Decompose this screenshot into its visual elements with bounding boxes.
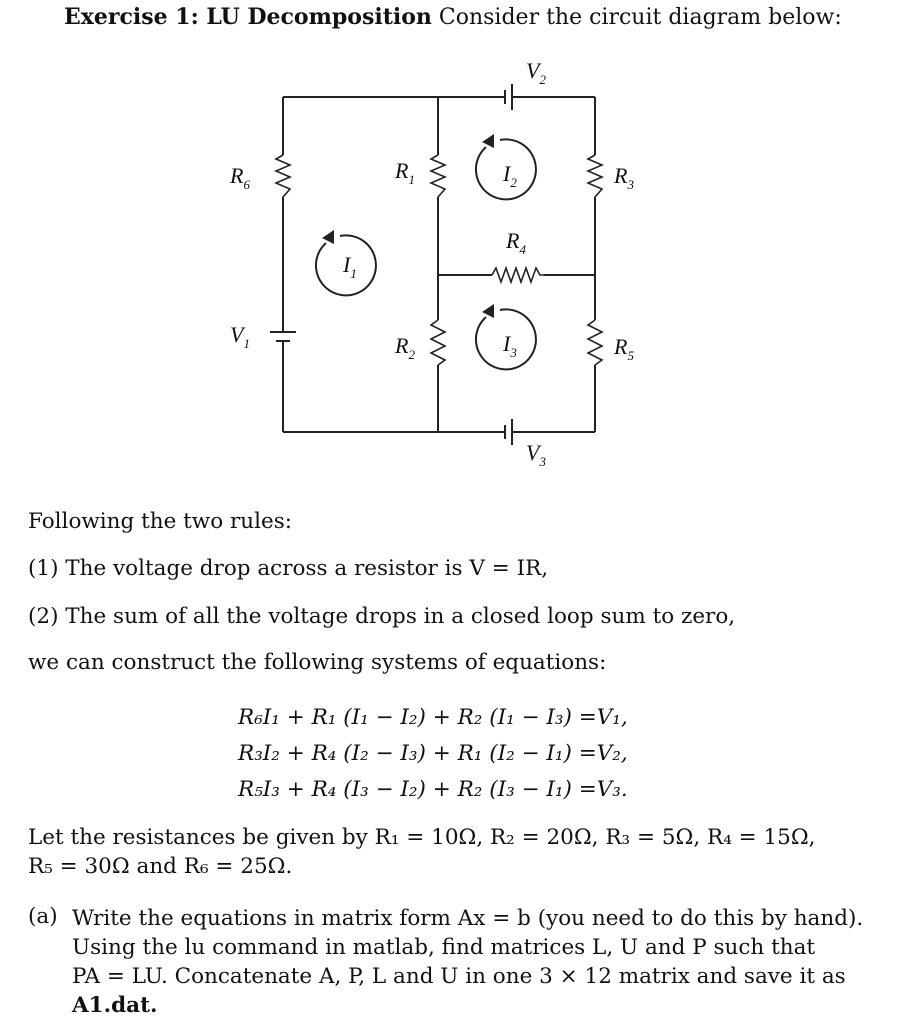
battery-v3 [505,419,518,445]
part-a-text [72,904,872,1020]
label-r5: $R_5$ [614,334,634,363]
resistance-line-2: R₅ = 30Ω and R₆ = 25Ω. [28,854,293,879]
circuit-diagram [0,0,917,500]
resistor-r2 [431,320,445,365]
equation-3: R₅I₃ + R₄ (I₃ − I₂) + R₂ (I₃ − I₁) =V₃. [238,777,628,802]
resistor-r1 [431,155,445,197]
rule-2: (2) The sum of all the voltage drops in a closed loop sum to zero, [28,604,736,629]
label-i3: $I_3$ [503,331,517,360]
label-r1: $R_1$ [395,158,415,187]
part-a-label: (a) [28,904,58,929]
label-v1: $V_1$ [230,322,250,351]
equation-2: R₃I₂ + R₄ (I₂ − I₃) + R₁ (I₂ − I₁) =V₂, [238,741,628,766]
label-v2: $V_2$ [526,58,546,87]
label-i1: $I_1$ [343,252,357,281]
arrow-i2-icon [482,134,494,148]
exercise-heading: Exercise 1: LU Decomposition [64,4,432,30]
label-r6: $R_6$ [230,163,250,192]
label-r4: $R_4$ [506,228,526,257]
exercise-subtitle: Consider the circuit diagram below: [438,5,842,30]
resistor-r5 [588,320,602,365]
resistance-line-1: Let the resistances be given by R₁ = 10Ω, R₂ = 20Ω, R₃ = 5Ω, R₄ = 15Ω, [28,825,816,850]
resistor-r3 [588,155,602,197]
equation-system [238,700,628,808]
battery-v2 [505,84,518,110]
following-text: Following the two rules: [28,509,292,534]
arrow-i3-icon [482,304,494,318]
part-a-line-1: Write the equations in matrix form Ax = b (you need to do this by hand). [72,906,864,931]
label-i2: $I_2$ [503,161,517,190]
rule-1: (1) The voltage drop across a resistor is V = IR, [28,556,549,581]
part-a-line-4: A1.dat. [72,993,158,1018]
label-r3: $R_3$ [614,163,634,192]
resistor-r4 [492,268,544,282]
arrow-i1-icon [322,230,334,244]
equation-1: R₆I₁ + R₁ (I₁ − I₂) + R₂ (I₁ − I₃) =V₁, [238,705,628,730]
part-a-line-2: Using the lu command in matlab, find matrices L, U and P such that [72,935,816,960]
label-v3: $V_3$ [526,440,546,469]
circuit-wires [283,97,595,432]
label-r2: $R_2$ [395,333,415,362]
resistor-r6 [276,155,290,197]
part-a-line-3: PA = LU. Concatenate A, P, L and U in one 3 × 12 matrix and save it as [72,964,846,989]
construct-text: we can construct the following systems of equations: [28,650,607,675]
battery-v1 [270,325,296,348]
